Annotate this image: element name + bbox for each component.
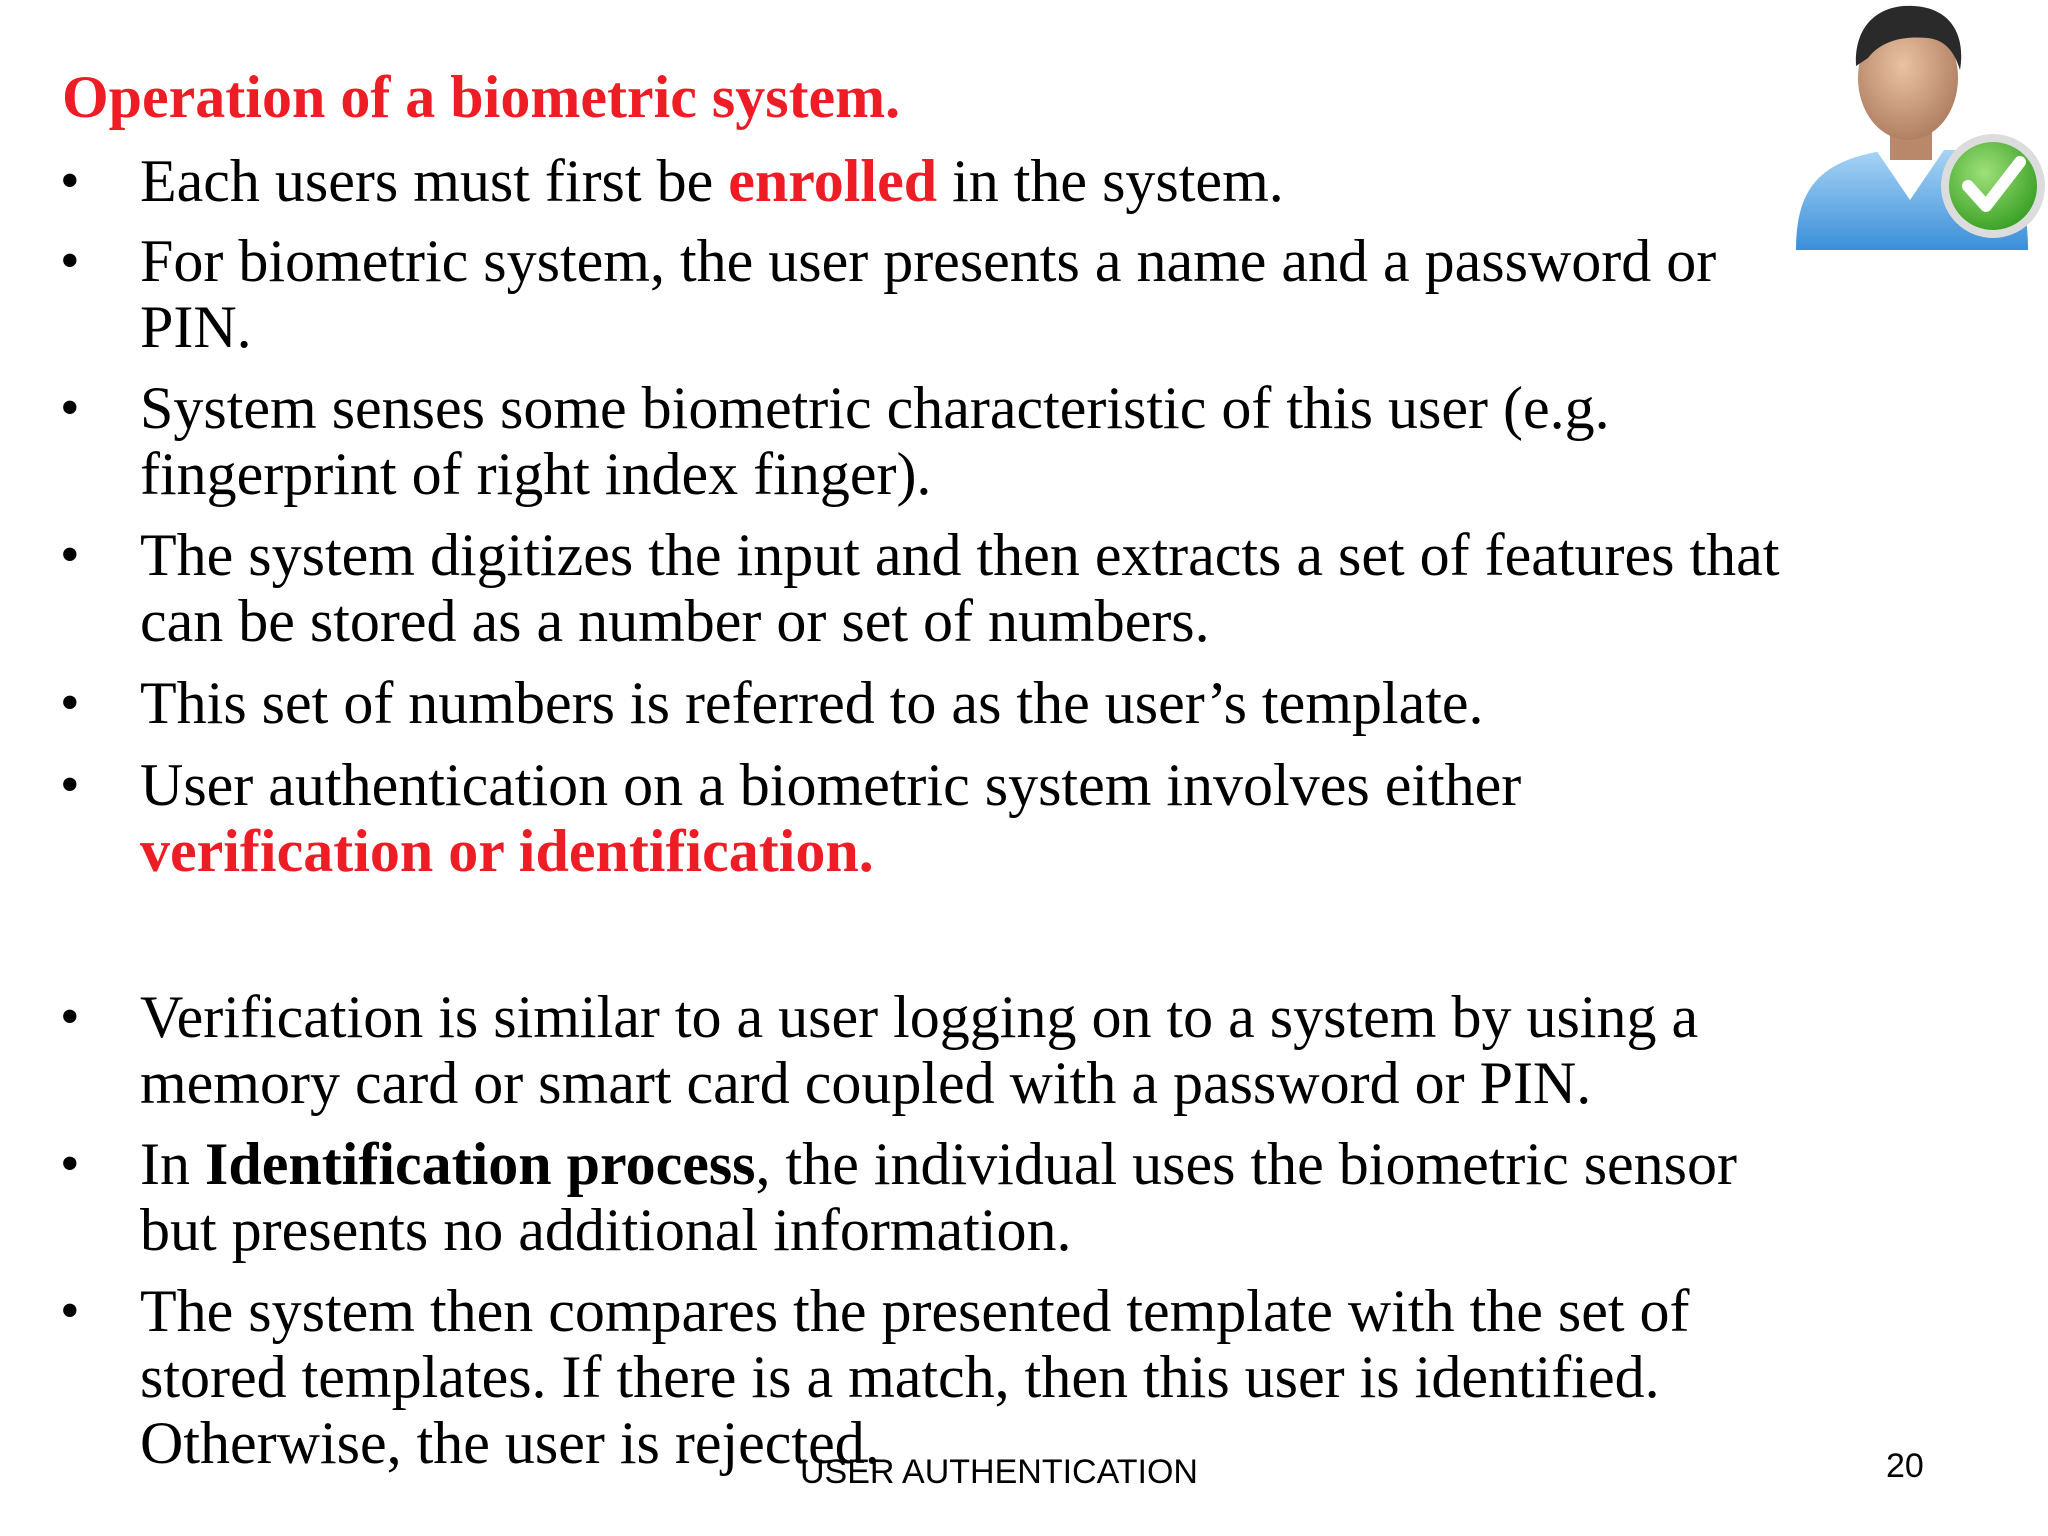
bullet-line [140, 1050, 2020, 1116]
text-segment: can be stored as a number or set of numbers. [140, 588, 1210, 654]
bullet-line [140, 1197, 2020, 1263]
text-segment: For biometric system, the user presents a name and a password or [140, 228, 1717, 294]
bullet-marker: • [60, 986, 80, 1048]
text-segment: memory card or smart card coupled with a password or PIN. [140, 1050, 1592, 1116]
footer-title: USER AUTHENTICATION [800, 1453, 1198, 1491]
text-segment: PIN. [140, 294, 252, 360]
text-segment: System senses some biometric characteristic of this user (e.g. [140, 375, 1610, 441]
bullet-line [140, 148, 2020, 214]
bullet-line [140, 670, 2020, 736]
bullet-line [140, 818, 2020, 884]
highlighted-text: enrolled [728, 148, 938, 214]
text-segment: Verification is similar to a user logging on to a system by using a [140, 984, 1699, 1050]
page-number: 20 [1886, 1447, 1924, 1485]
text-segment: In [140, 1131, 205, 1197]
bullet-marker: • [60, 754, 80, 816]
bullet-marker: • [60, 524, 80, 586]
bullet-line [140, 375, 2020, 441]
text-segment: stored templates. If there is a match, then this user is identified. [140, 1344, 1660, 1410]
bullet-text [140, 375, 2020, 507]
bullet-text [140, 522, 2020, 654]
bullet-text [140, 148, 2020, 214]
text-segment: User authentication on a biometric system involves either [140, 752, 1522, 818]
bullet-line [140, 294, 2020, 360]
bullet-line [140, 984, 2020, 1050]
bullet-line [140, 1278, 2020, 1344]
bullet-marker: • [60, 377, 80, 439]
bullet-text [140, 1278, 2020, 1476]
bullet-text [140, 228, 2020, 360]
bullet-line [140, 228, 2020, 294]
bullet-line [140, 522, 2020, 588]
bullet-line [140, 441, 2020, 507]
text-segment: Each users must first be [140, 148, 729, 214]
text-segment: The system digitizes the input and then extracts a set of features that [140, 522, 1780, 588]
bullet-line [140, 1344, 2020, 1410]
bullet-text [140, 752, 2020, 884]
bullet-text [140, 1131, 2020, 1263]
text-segment: The system then compares the presented template with the set of [140, 1278, 1690, 1344]
bullet-marker: • [60, 150, 80, 212]
highlighted-text: verification or identification. [140, 818, 874, 884]
bullet-line [140, 1131, 2020, 1197]
text-segment: in the system. [937, 148, 1284, 214]
bullet-line [140, 588, 2020, 654]
bullet-text [140, 670, 2020, 736]
bullet-marker: • [60, 230, 80, 292]
user-verified-icon [1778, 0, 2048, 260]
slide-title: Operation of a biometric system. [62, 64, 901, 130]
text-segment: This set of numbers is referred to as the user’s template. [140, 670, 1484, 736]
text-segment: Otherwise, the user is rejected. [140, 1410, 880, 1476]
bullet-marker: • [60, 1280, 80, 1342]
text-segment: , the individual uses the biometric sensor [755, 1131, 1738, 1197]
bullet-text [140, 984, 2020, 1116]
bullet-marker: • [60, 672, 80, 734]
bold-text: Identification process [204, 1131, 756, 1197]
bullet-line [140, 752, 2020, 818]
bullet-marker: • [60, 1133, 80, 1195]
text-segment: but presents no additional information. [140, 1197, 1072, 1263]
text-segment: fingerprint of right index finger). [140, 441, 932, 507]
